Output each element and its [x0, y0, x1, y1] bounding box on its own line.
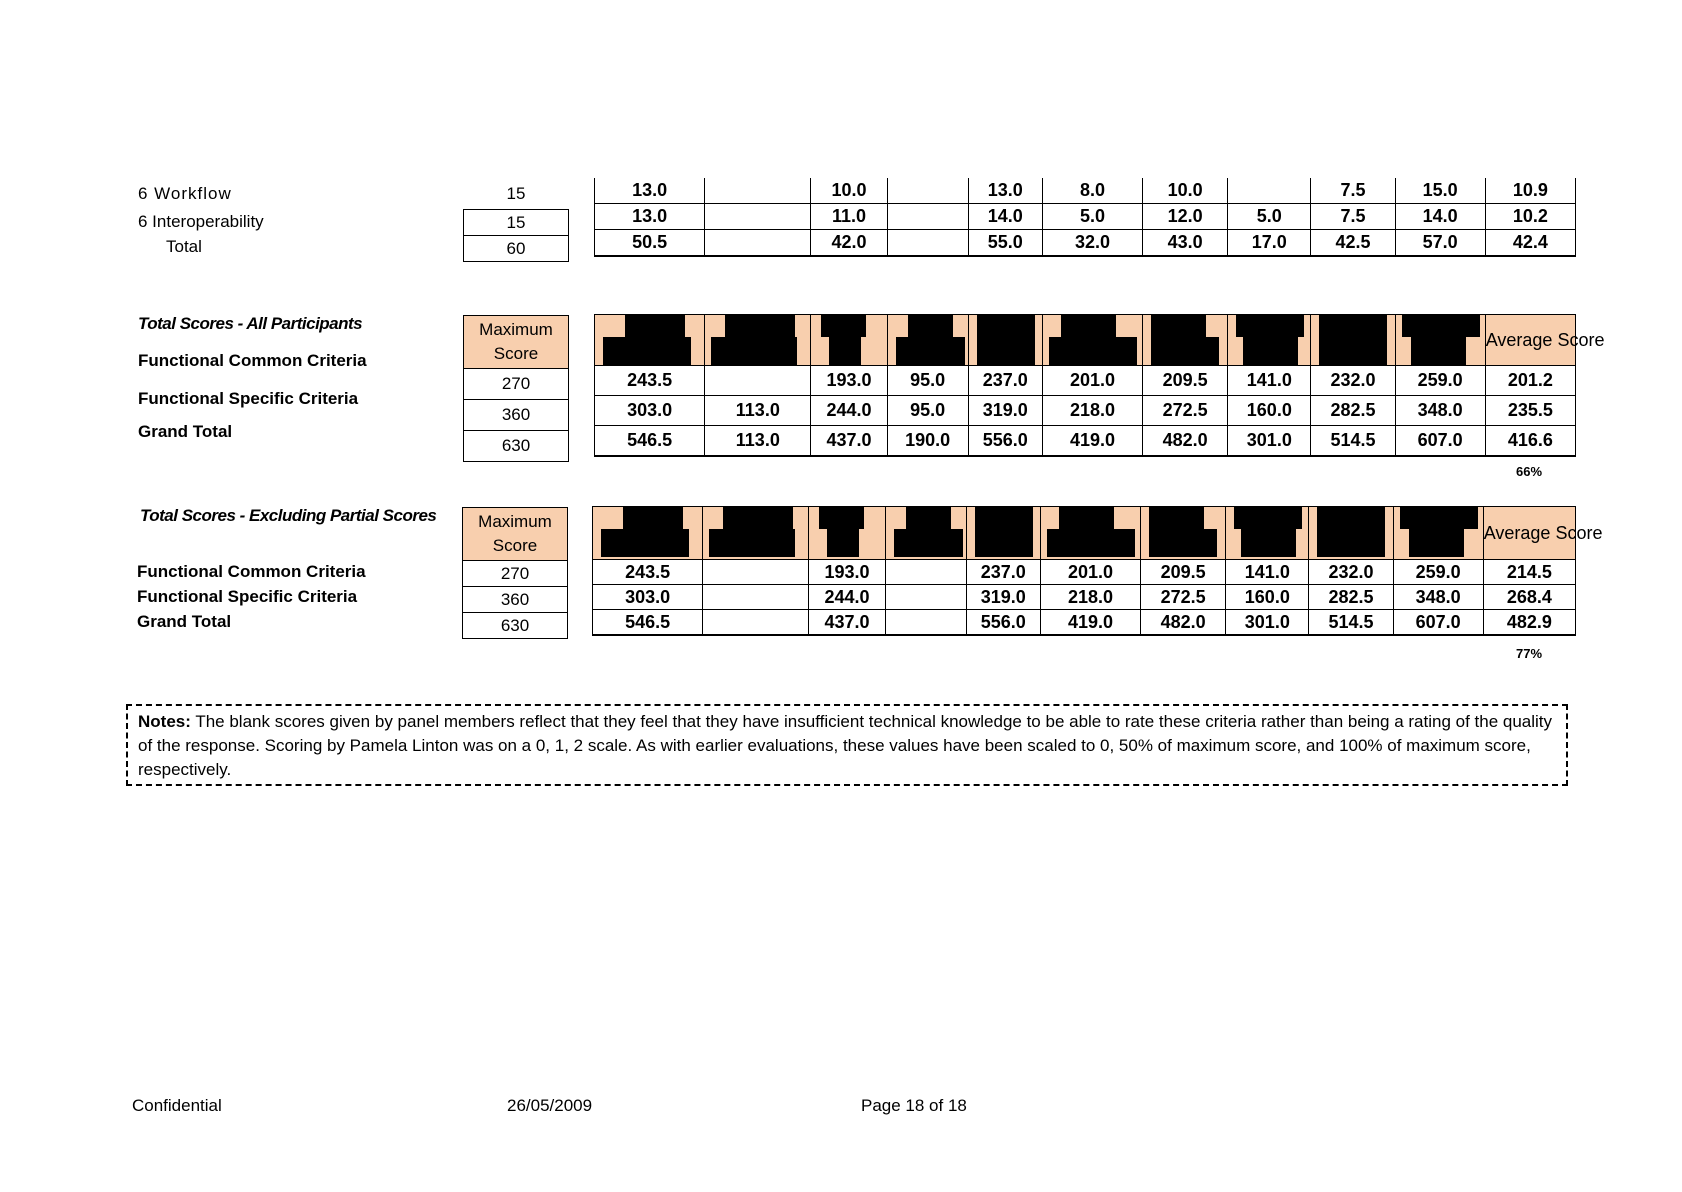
participant-header-redacted	[809, 507, 885, 560]
score-cell: 113.0	[705, 426, 811, 457]
percent-label: 77%	[1516, 646, 1543, 661]
row-label-grand-total: Grand Total	[138, 422, 233, 441]
score-cell	[703, 560, 809, 585]
table-row	[595, 396, 1576, 426]
participant-header-redacted	[885, 507, 966, 560]
footer-date: 26/05/2009	[507, 1096, 593, 1115]
score-cell: 482.9	[1483, 610, 1575, 636]
row-label-grand-total: Grand Total	[137, 612, 232, 631]
row-label-workflow: 6 Workflow	[138, 184, 232, 203]
participant-header-redacted	[1311, 315, 1395, 366]
score-cell	[1228, 178, 1311, 204]
max-score-cell: 15	[506, 184, 526, 203]
score-cell: 42.4	[1485, 230, 1575, 257]
score-cell: 193.0	[811, 366, 887, 396]
score-cell: 10.0	[1143, 178, 1228, 204]
percent-label: 66%	[1516, 464, 1543, 479]
average-score-header: Average Score	[1483, 507, 1575, 560]
score-cell: 437.0	[811, 426, 887, 457]
score-cell: 303.0	[593, 585, 703, 610]
scores-table-excluding	[592, 506, 1603, 636]
max-score-cell: 270	[463, 561, 568, 587]
score-cell: 160.0	[1228, 396, 1311, 426]
score-cell: 11.0	[811, 204, 887, 230]
score-cell: 437.0	[809, 610, 885, 636]
score-cell: 482.0	[1141, 610, 1226, 636]
score-cell: 201.2	[1485, 366, 1575, 396]
score-cell: 141.0	[1226, 560, 1309, 585]
redaction-block	[1149, 507, 1204, 529]
redaction-block	[1243, 337, 1298, 365]
score-cell: 232.0	[1309, 560, 1393, 585]
redaction-block	[906, 507, 951, 529]
score-cell: 201.0	[1040, 560, 1140, 585]
row-label-specific: Functional Specific Criteria	[137, 587, 358, 606]
participant-header-redacted	[1143, 315, 1228, 366]
score-cell: 15.0	[1395, 178, 1485, 204]
table-row	[593, 585, 1576, 610]
score-cell: 303.0	[595, 396, 705, 426]
table-row	[595, 230, 1576, 257]
participant-header-redacted	[1040, 507, 1140, 560]
redaction-block	[1061, 315, 1116, 337]
score-cell: 301.0	[1228, 426, 1311, 457]
score-cell	[885, 585, 966, 610]
score-cell: 482.0	[1143, 426, 1228, 457]
score-cell: 272.5	[1143, 396, 1228, 426]
score-cell: 13.0	[595, 178, 705, 204]
max-score-column	[463, 315, 569, 462]
table-row	[595, 426, 1576, 457]
max-score-cell: 270	[464, 369, 569, 400]
score-cell: 348.0	[1393, 585, 1483, 610]
redaction-block	[1402, 315, 1480, 337]
participant-header-redacted	[595, 315, 705, 366]
redaction-block	[819, 507, 864, 529]
table-row	[593, 560, 1576, 585]
redaction-block	[709, 529, 795, 557]
participant-header-redacted	[1393, 507, 1483, 560]
max-score-cell: 360	[464, 400, 569, 431]
score-cell: 259.0	[1393, 560, 1483, 585]
score-cell: 607.0	[1395, 426, 1485, 457]
redaction-block	[975, 507, 1033, 529]
footer-confidential: Confidential	[132, 1096, 222, 1115]
notes-box	[126, 704, 1568, 786]
redaction-block	[1149, 529, 1217, 557]
footer-page-number: Page 18 of 18	[861, 1096, 967, 1115]
score-cell: 55.0	[968, 230, 1042, 257]
score-cell: 301.0	[1226, 610, 1309, 636]
notes-text: The blank scores given by panel members reflect that they feel that they have insufficient technical knowledge to be able to rate these criteria rather than being a rating of the quality of the response. Scoring by Pamela Linton was on a 0, 1, 2 scale. As with earlier evaluations, these values have been scaled to 0, 50% of maximum score, and 100% of maximum score, respectively.	[138, 712, 1553, 779]
participant-header-redacted	[968, 315, 1042, 366]
table-row	[595, 204, 1576, 230]
score-cell: 113.0	[705, 396, 811, 426]
max-score-cell: 630	[464, 431, 569, 462]
score-cell	[703, 610, 809, 636]
redaction-block	[723, 507, 793, 529]
score-cell	[887, 178, 968, 204]
redaction-block	[975, 529, 1033, 557]
participant-header-redacted	[966, 507, 1040, 560]
redaction-block	[625, 315, 685, 337]
score-cell: 319.0	[966, 585, 1040, 610]
score-cell: 7.5	[1311, 178, 1395, 204]
score-cell: 419.0	[1040, 610, 1140, 636]
notes-heading: Notes:	[138, 712, 191, 731]
score-cell: 514.5	[1309, 610, 1393, 636]
redaction-block	[1151, 337, 1219, 365]
redaction-block	[1317, 529, 1385, 557]
redaction-block	[1319, 337, 1387, 365]
redaction-block	[896, 337, 965, 365]
score-cell: 237.0	[968, 366, 1042, 396]
score-cell: 8.0	[1042, 178, 1142, 204]
score-cell: 14.0	[968, 204, 1042, 230]
section-title: Total Scores - All Participants	[138, 314, 363, 333]
score-cell: 5.0	[1042, 204, 1142, 230]
redaction-block	[977, 337, 1035, 365]
score-cell: 514.5	[1311, 426, 1395, 457]
score-cell: 243.5	[595, 366, 705, 396]
participant-header-redacted	[1395, 315, 1485, 366]
score-cell: 10.2	[1485, 204, 1575, 230]
redaction-block	[821, 315, 866, 337]
redaction-block	[1234, 507, 1302, 529]
max-score-cell: 60	[464, 236, 569, 262]
redaction-block	[1411, 337, 1466, 365]
score-cell: 13.0	[595, 204, 705, 230]
score-cell: 243.5	[593, 560, 703, 585]
redaction-block	[725, 315, 795, 337]
score-cell	[705, 230, 811, 257]
score-cell: 14.0	[1395, 204, 1485, 230]
redaction-block	[1319, 315, 1387, 337]
participant-header-redacted	[887, 315, 968, 366]
score-cell: 282.5	[1309, 585, 1393, 610]
max-score-cell: 360	[463, 587, 568, 613]
redaction-block	[827, 529, 859, 557]
score-cell	[887, 204, 968, 230]
score-cell: 209.5	[1143, 366, 1228, 396]
score-cell: 214.5	[1483, 560, 1575, 585]
participant-header-redacted	[811, 315, 887, 366]
score-cell	[703, 585, 809, 610]
redaction-block	[601, 529, 689, 557]
score-cell: 141.0	[1228, 366, 1311, 396]
score-cell	[887, 230, 968, 257]
participant-header-redacted	[1226, 507, 1309, 560]
score-cell	[885, 560, 966, 585]
redaction-block	[1049, 337, 1137, 365]
max-score-header: Maximum Score	[463, 508, 568, 561]
participant-header-redacted	[593, 507, 703, 560]
participant-header-redacted	[1309, 507, 1393, 560]
score-cell: 416.6	[1485, 426, 1575, 457]
score-cell: 10.0	[811, 178, 887, 204]
score-cell	[705, 366, 811, 396]
max-score-cell: 15	[464, 210, 569, 236]
row-label-interoperability: 6 Interoperability	[138, 212, 264, 231]
score-cell: 235.5	[1485, 396, 1575, 426]
max-score-column	[462, 507, 568, 639]
score-cell: 201.0	[1042, 366, 1142, 396]
table-row	[595, 366, 1576, 396]
max-score-header: Maximum Score	[464, 316, 569, 369]
redaction-block	[623, 507, 683, 529]
score-cell: 546.5	[593, 610, 703, 636]
redaction-block	[603, 337, 691, 365]
score-cell	[705, 178, 811, 204]
score-cell: 348.0	[1395, 396, 1485, 426]
average-score-header: Average Score	[1485, 315, 1575, 366]
scores-table-top	[594, 178, 1576, 257]
score-cell: 259.0	[1395, 366, 1485, 396]
score-cell: 218.0	[1042, 396, 1142, 426]
redaction-block	[1400, 507, 1478, 529]
score-cell: 13.0	[968, 178, 1042, 204]
score-cell: 272.5	[1141, 585, 1226, 610]
table-row	[593, 610, 1576, 636]
score-cell: 607.0	[1393, 610, 1483, 636]
participant-header-redacted	[1042, 315, 1142, 366]
score-cell: 237.0	[966, 560, 1040, 585]
redaction-block	[1241, 529, 1296, 557]
score-cell: 244.0	[811, 396, 887, 426]
score-cell: 193.0	[809, 560, 885, 585]
participant-header-redacted	[1141, 507, 1226, 560]
row-label-total: Total	[166, 237, 202, 256]
redaction-block	[1236, 315, 1304, 337]
score-cell: 32.0	[1042, 230, 1142, 257]
redaction-block	[908, 315, 953, 337]
score-cell: 232.0	[1311, 366, 1395, 396]
participant-header-redacted	[703, 507, 809, 560]
score-cell: 268.4	[1483, 585, 1575, 610]
redaction-block	[829, 337, 861, 365]
table-row	[595, 178, 1576, 204]
score-cell: 556.0	[966, 610, 1040, 636]
score-cell: 556.0	[968, 426, 1042, 457]
redaction-block	[1317, 507, 1385, 529]
redaction-block	[711, 337, 797, 365]
score-cell	[705, 204, 811, 230]
score-cell: 190.0	[887, 426, 968, 457]
score-cell: 209.5	[1141, 560, 1226, 585]
score-cell: 12.0	[1143, 204, 1228, 230]
score-cell: 218.0	[1040, 585, 1140, 610]
score-cell: 95.0	[887, 396, 968, 426]
redaction-block	[1059, 507, 1114, 529]
redaction-block	[1409, 529, 1464, 557]
row-label-specific: Functional Specific Criteria	[138, 389, 359, 408]
score-cell: 7.5	[1311, 204, 1395, 230]
score-cell	[885, 610, 966, 636]
score-cell: 160.0	[1226, 585, 1309, 610]
score-cell: 319.0	[968, 396, 1042, 426]
redaction-block	[1047, 529, 1135, 557]
score-cell: 419.0	[1042, 426, 1142, 457]
row-label-common: Functional Common Criteria	[138, 351, 367, 370]
redaction-block	[894, 529, 963, 557]
score-cell: 57.0	[1395, 230, 1485, 257]
participant-header-redacted	[1228, 315, 1311, 366]
score-cell: 50.5	[595, 230, 705, 257]
score-cell: 42.0	[811, 230, 887, 257]
score-cell: 282.5	[1311, 396, 1395, 426]
score-cell: 42.5	[1311, 230, 1395, 257]
redaction-block	[1151, 315, 1206, 337]
row-label-common: Functional Common Criteria	[137, 562, 366, 581]
max-score-column	[463, 209, 569, 262]
score-cell: 5.0	[1228, 204, 1311, 230]
score-cell: 10.9	[1485, 178, 1575, 204]
score-cell: 43.0	[1143, 230, 1228, 257]
max-score-cell: 630	[463, 613, 568, 639]
section-title: Total Scores - Excluding Partial Scores	[140, 506, 437, 525]
score-cell: 244.0	[809, 585, 885, 610]
score-cell: 95.0	[887, 366, 968, 396]
redaction-block	[977, 315, 1035, 337]
score-cell: 546.5	[595, 426, 705, 457]
scores-table-all	[594, 314, 1605, 457]
participant-header-redacted	[705, 315, 811, 366]
score-cell: 17.0	[1228, 230, 1311, 257]
